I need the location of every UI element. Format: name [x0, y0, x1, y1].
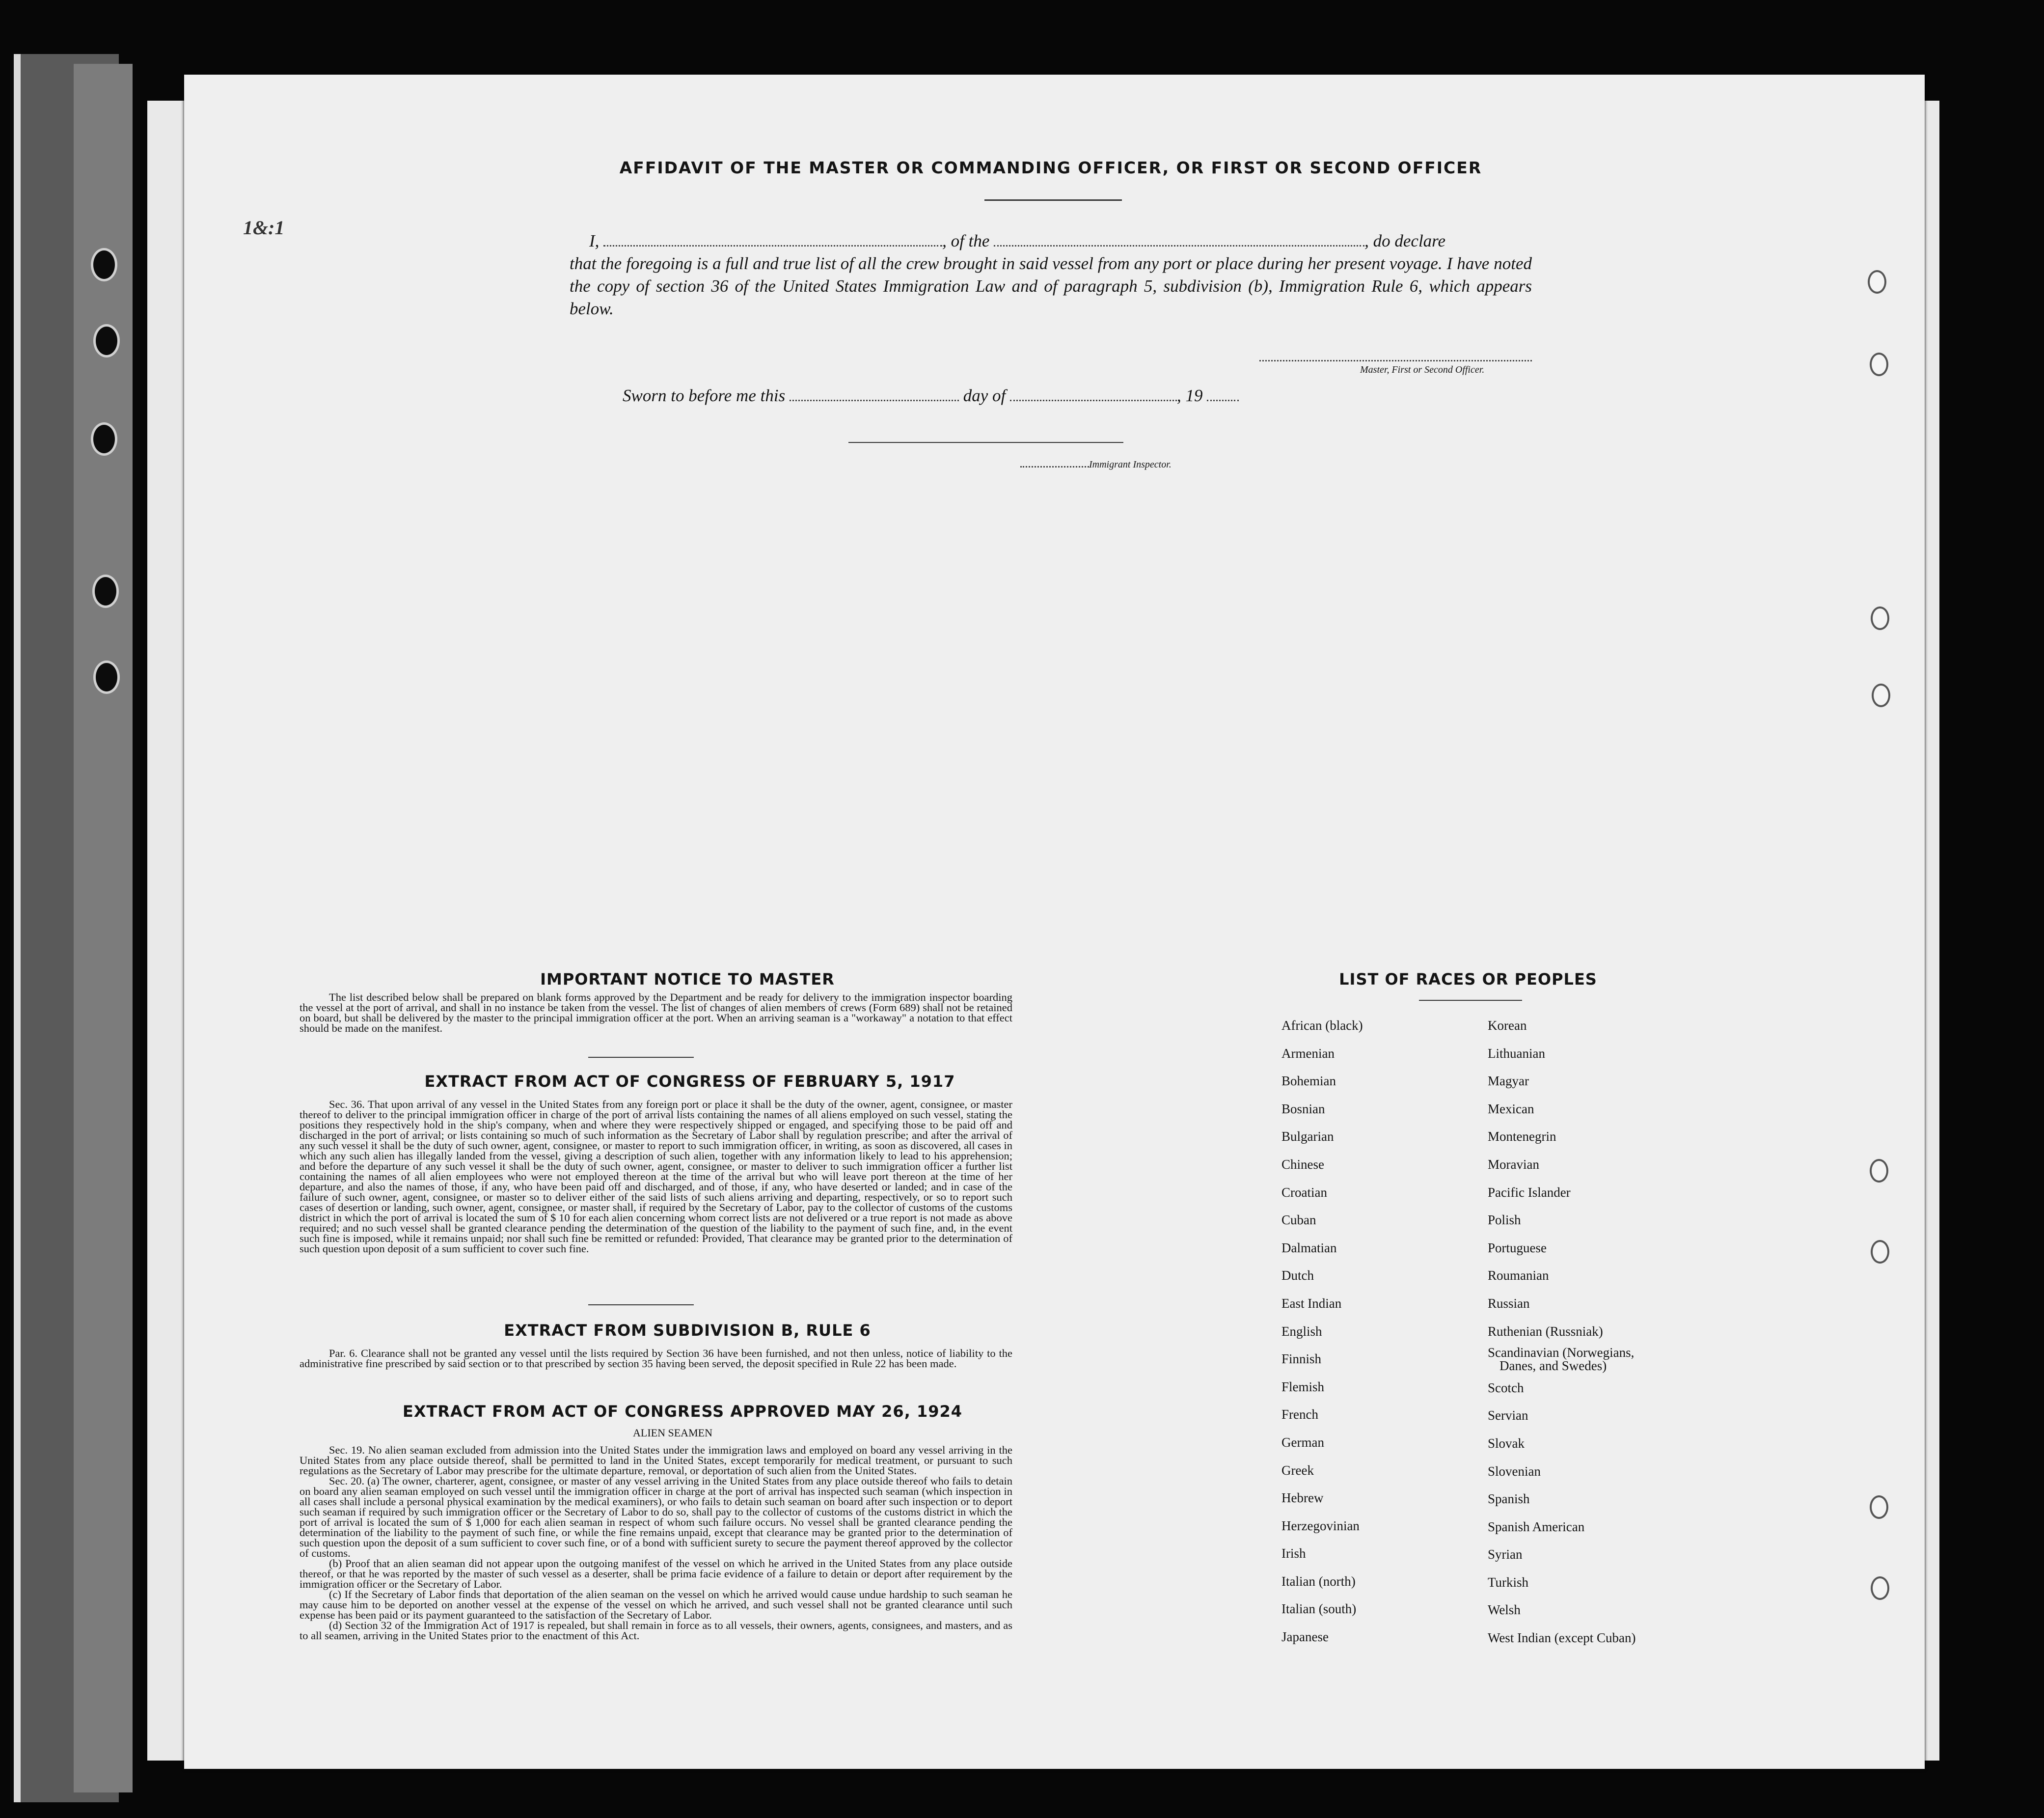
affidavit-body: that the foregoing is a full and true list of all the crew brought in said vessel from any port or place during her present voyage. I have noted the copy of section 36 of the United States Immigration Law and of paragraph 5, subdivision (b), Immigration Rule 6, which appears below.: [570, 254, 1532, 318]
race-item: Spanish American: [1488, 1519, 1585, 1534]
race-item: Armenian: [1281, 1046, 1335, 1061]
race-item: Scotch: [1488, 1380, 1524, 1395]
punch-hole: [1871, 1576, 1889, 1600]
race-item: Irish: [1281, 1546, 1306, 1561]
month-blank[interactable]: [1010, 387, 1177, 401]
inspector-signature-line[interactable]: [848, 442, 1123, 443]
race-item: Korean: [1488, 1018, 1527, 1033]
race-item: Flemish: [1281, 1379, 1325, 1394]
rule-6-title: EXTRACT FROM SUBDIVISION B, RULE 6: [504, 1321, 871, 1340]
race-item: Spanish: [1488, 1491, 1530, 1507]
affidavit-text: [570, 230, 1532, 320]
race-item: Finnish: [1281, 1351, 1322, 1367]
binder-strip: [74, 64, 133, 1792]
race-item: Servian: [1488, 1408, 1528, 1423]
binder-hole: [92, 575, 119, 608]
race-item: Cuban: [1281, 1212, 1316, 1228]
race-item: Herzegovinian: [1281, 1518, 1360, 1533]
race-item: Dutch: [1281, 1268, 1314, 1283]
alien-seamen-subtitle: ALIEN SEAMEN: [633, 1427, 712, 1439]
margin-mark: 1&:1: [243, 217, 285, 239]
punch-hole: [1870, 1495, 1888, 1519]
sec-20a: Sec. 20. (a) The owner, charterer, agent, consignee, or master of any vessel arriving in the United States from any place outside thereof who fails to detain on board any alien seaman employed on such vessel until the immigration officer in charge at the port of arrival has inspected such seaman (which inspection in all cases shall include a personal physical examination by the medical examiners), or who fails to detain such seaman on board after such inspection or to deport such seaman if required by such immigration officer or the Secretary of Labor to do so, shall pay to the collector of customs of the customs district in which the port of arrival is located the sum of $ 1,000 for each alien seaman in respect of whom such failure occurs. No vessel shall be granted clearance pending the determination of the liability to the payment of such fine, or while the fine remains unpaid, except that clearance may be granted prior to the determination of such question upon the deposit of a sum sufficient to cover such fine, or of a bond with sufficient surety to secure the payment thereof approved by the collector of customs.: [300, 1475, 1012, 1559]
race-item: Russian: [1488, 1295, 1530, 1311]
sec-19: Sec. 19. No alien seaman excluded from admission into the United States under the immigration laws and employed on board any vessel arriving in the United States from any place outside thereof, shall be permitted to land in the United States, except temporarily for medical treatment, or pursuant to such regulations as the Secretary of Labor may prescribe for the ultimate departure, removal, or deportation of such alien from the United States.: [300, 1444, 1012, 1477]
extract-1917-title: EXTRACT FROM ACT OF CONGRESS OF FEBRUARY 5, 1917: [424, 1072, 955, 1091]
race-item: Polish: [1488, 1212, 1521, 1228]
race-item-line: Danes, and Swedes): [1499, 1358, 1607, 1374]
race-item: Bohemian: [1281, 1074, 1336, 1089]
sec-20b: (b) Proof that an alien seaman did not appear upon the outgoing manifest of the vessel on which he arrived in the United States from any place outside thereof, or that he was reported by the master of such vessel as a deserter, shall be prima facie evidence of a failure to detain or deport after requirement by the immigration officer or the Secretary of Labor.: [300, 1557, 1012, 1590]
binder-hole: [91, 248, 117, 281]
affidavit-of-the: , of the: [942, 231, 990, 250]
race-item-line: Scandinavian (Norwegians,: [1488, 1345, 1635, 1360]
race-item: Slovak: [1488, 1435, 1525, 1451]
races-right-column: [1488, 1012, 1743, 1652]
inspector-label: Immigrant Inspector.: [1089, 459, 1172, 470]
race-item: German: [1281, 1434, 1324, 1450]
race-item: Japanese: [1281, 1629, 1329, 1645]
race-item: Bosnian: [1281, 1101, 1325, 1116]
binder-hole: [93, 324, 120, 358]
race-item: Chinese: [1281, 1157, 1324, 1172]
race-item: Croatian: [1281, 1184, 1327, 1200]
race-item: Welsh: [1488, 1602, 1521, 1618]
races-title: LIST OF RACES OR PEOPLES: [1339, 970, 1597, 989]
punch-hole: [1871, 1240, 1889, 1264]
punch-hole: [1868, 270, 1886, 294]
race-item: Hebrew: [1281, 1490, 1324, 1506]
extract-1924-title: EXTRACT FROM ACT OF CONGRESS APPROVED MAY 26, 1924: [402, 1402, 963, 1421]
day-blank[interactable]: [790, 387, 959, 401]
divider-rule: [588, 1057, 694, 1058]
race-item: Lithuanian: [1488, 1046, 1545, 1061]
affidavit-i: I,: [589, 231, 600, 250]
divider-rule: [588, 1304, 694, 1305]
race-item: East Indian: [1281, 1295, 1342, 1311]
race-item: African (black): [1281, 1018, 1363, 1033]
inspector-blank[interactable]: [1020, 458, 1089, 468]
affidavit-title-rule: [984, 199, 1122, 201]
races-title-rule: [1419, 1000, 1522, 1001]
sec-20d: (d) Section 32 of the Immigration Act of 1917 is repealed, but shall remain in force as to all vessels, their owners, agents, consignees, and masters, and as to all seamen, arriving in the United States prior to the enactment of this Act.: [300, 1619, 1012, 1642]
race-item: Italian (north): [1281, 1573, 1356, 1589]
signature-label: Master, First or Second Officer.: [1360, 364, 1485, 375]
affidavit-declare: , do declare: [1364, 231, 1446, 250]
notice-title: IMPORTANT NOTICE TO MASTER: [540, 970, 835, 989]
vessel-blank[interactable]: [994, 232, 1364, 247]
name-blank[interactable]: [603, 232, 942, 247]
race-item: Magyar: [1488, 1074, 1529, 1089]
sec-20c: (c) If the Secretary of Labor finds that deportation of the alien seaman on the vessel on which he arrived would cause undue hardship to such seaman he may cause him to be deported on another vessel at the expense of the vessel on which he arrived, and such vessel shall not be granted clearance until such expense has been paid or its payment guaranteed to the satisfaction of the Secretary of Labor.: [300, 1588, 1012, 1621]
race-item: Italian (south): [1281, 1601, 1357, 1617]
notice-text: The list described below shall be prepared on blank forms approved by the Department and be ready for delivery to the immigration inspector boarding the vessel at the port of arrival, and shall in no instance be taken from the vessel. The list of changes of alien members of crews (Form 689) shall not be retained on board, but shall be delivered by the master to the principal immigration officer at the port. When an arriving seaman is a "workaway" a notation to that effect should be made on the manifest.: [300, 991, 1012, 1034]
race-item: Mexican: [1488, 1101, 1534, 1116]
race-item: Montenegrin: [1488, 1129, 1556, 1144]
race-item: Bulgarian: [1281, 1129, 1334, 1144]
race-item: Moravian: [1488, 1157, 1539, 1172]
year-blank[interactable]: [1207, 387, 1239, 401]
binder-hole: [91, 422, 117, 456]
inspector-line: [1020, 458, 1172, 470]
sworn-line: [623, 386, 1239, 406]
extract-1917-text: Sec. 36. That upon arrival of any vessel in the United States from any foreign port or place it shall be the duty of the owner, agent, consignee, or master thereof to deliver to the principal immigration officer in charge of the port of arrival lists containing the names of all aliens employed on such vessel, stating the positions they respectively hold in the ship's company, when and where they were respectively shipped or engaged, and specifying those to be paid off and discharged in the port of arrival; or lists containing so much of such information as the Secretary of Labor shall by regulation prescribe; and after the arrival of any such vessel it shall be the duty of such owner, agent, consignee, or master to report to such immigration officer, in writing, as soon as discovered, all cases in which any such alien has illegally landed from the vessel, giving a description of such alien, together with any information likely to lead to his apprehension; and before the departure of any such vessel it shall be the duty of such owner, agent, consignee, or master to deliver to such immigration officer a further list containing the names of all alien employees who were not employed thereon at the time of the arrival but who will leave port thereon at the time of her departure, and also the names of those, if any, who have been paid off and discharged, and of those, if any, who have deserted or landed; and in case of the failure of such owner, agent, consignee, or master so to deliver either of the said lists of such aliens arriving and departing, respectively, or so to report such cases of desertion or landing, such owner, agent, consignee, or master shall, if required by the Secretary of Labor, pay to the collector of customs of the customs district in which the port of arrival is located the sum of $ 10 for each alien concerning whom correct lists are not delivered or a true report is not made as above required; and no such vessel shall be granted clearance pending the determination of the question of the liability to the payment of such fine, and, in the event such fine is imposed, while it remains unpaid; nor shall such fine be remitted or refunded: Provided, That clearance may be granted prior to the determination of such question upon deposit of a sum sufficient to cover such fine.: [300, 1098, 1012, 1255]
race-item: Pacific Islander: [1488, 1184, 1571, 1200]
affidavit-title: AFFIDAVIT OF THE MASTER OR COMMANDING OFFICER, OR FIRST OR SECOND OFFICER: [619, 158, 1482, 177]
signature-line[interactable]: [1259, 360, 1532, 361]
sworn-label: Sworn to before me this: [623, 386, 786, 405]
race-item: Turkish: [1488, 1574, 1529, 1590]
race-item: Syrian: [1488, 1547, 1523, 1562]
punch-hole: [1870, 353, 1888, 376]
race-item: Roumanian: [1488, 1268, 1549, 1283]
race-item: Dalmatian: [1281, 1240, 1337, 1255]
races-left-column: [1281, 1012, 1468, 1651]
race-item: West Indian (except Cuban): [1488, 1630, 1636, 1646]
race-item: [1488, 1345, 1743, 1374]
race-item: French: [1281, 1407, 1318, 1422]
race-item: Portuguese: [1488, 1240, 1547, 1255]
rule-6-text: Par. 6. Clearance shall not be granted any vessel until the lists required by Section 36 have been furnished, and not then unless, notice of liability to the administrative fine prescribed by said section or to that prescribed by section 35 having been served, the deposit specified in Rule 22 has been made.: [300, 1347, 1012, 1370]
year-label: , 19: [1176, 386, 1203, 405]
affidavit-first-line: [570, 230, 1532, 252]
punch-hole: [1871, 606, 1889, 630]
binder-hole: [93, 661, 120, 694]
punch-hole: [1872, 684, 1890, 707]
day-of-label: day of: [963, 386, 1006, 405]
punch-hole: [1870, 1159, 1888, 1183]
extract-1924-text: [300, 1445, 1012, 1641]
race-item: Slovenian: [1488, 1463, 1541, 1479]
race-item: Greek: [1281, 1462, 1314, 1478]
race-item: English: [1281, 1323, 1322, 1339]
race-item: Ruthenian (Russniak): [1488, 1323, 1603, 1339]
